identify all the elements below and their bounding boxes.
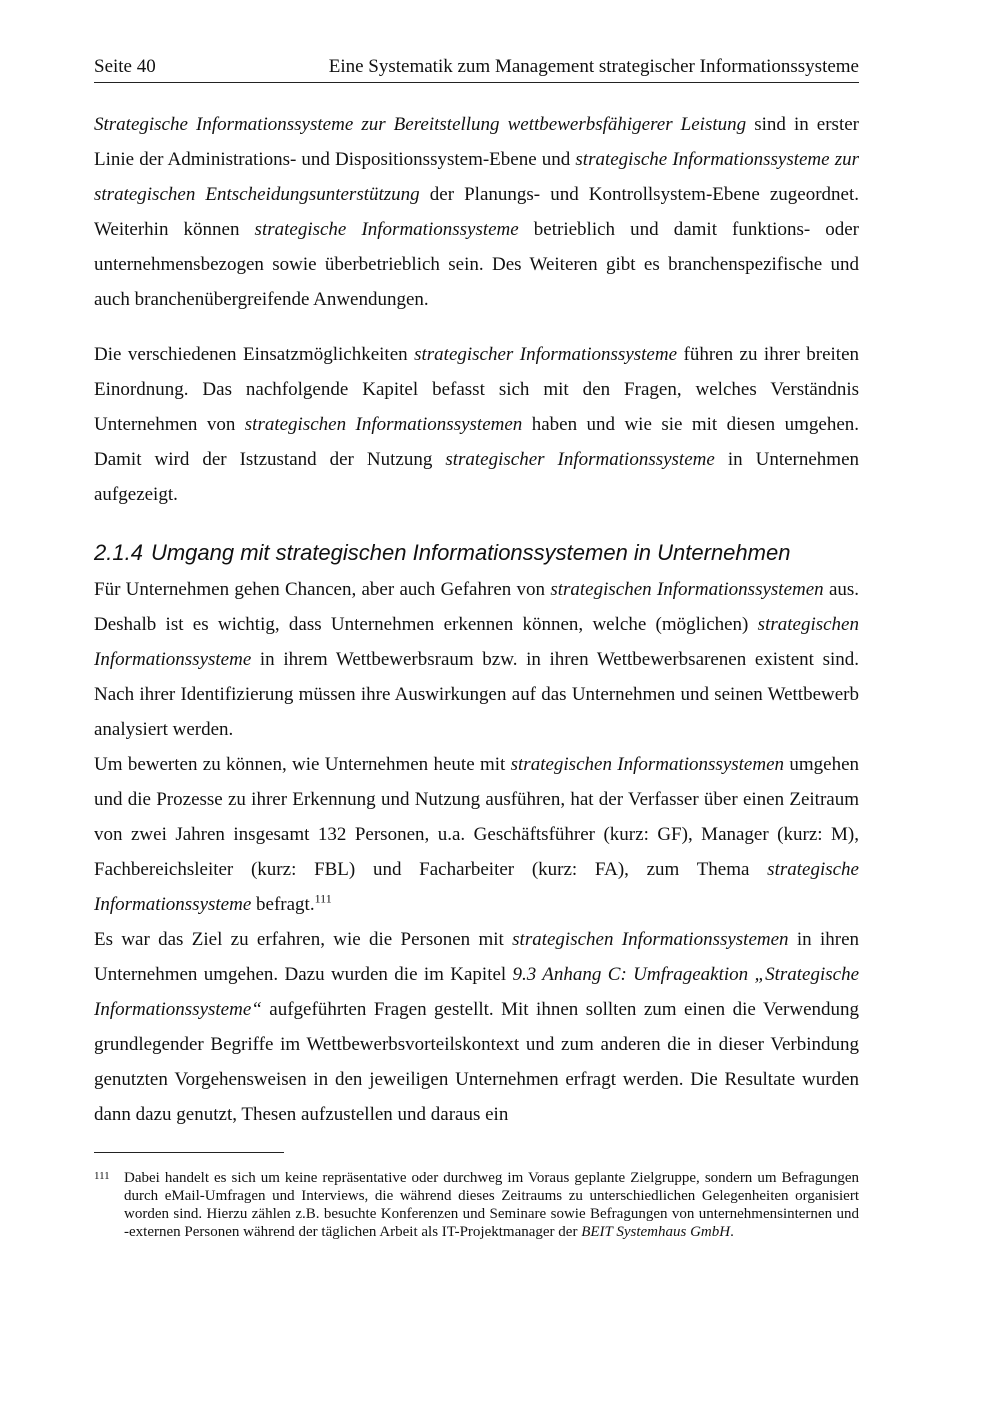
text-run: Für Unternehmen gehen Chancen, aber auch Gefahren von: [94, 579, 551, 600]
emphasis: BEIT Systemhaus GmbH: [581, 1224, 731, 1240]
emphasis: strategische Informationssysteme zur strategischen Entscheidungsunterstützung: [94, 149, 859, 205]
footnote: [94, 1169, 859, 1241]
cross-reference: 9.3 Anhang C: Umfrageaktion „Strategische Informationssysteme“: [94, 964, 860, 1020]
emphasis: strategischen Informationssystemen: [510, 754, 785, 775]
text-run: Um bewerten zu können, wie Unternehmen heute mit: [94, 754, 511, 775]
emphasis: strategische Informationssysteme: [94, 859, 859, 915]
page-number: Seite 40: [94, 56, 156, 77]
text-run: Dabei handelt es sich um keine repräsentative oder durchweg im Voraus geplante Zielgruppe, sondern um Befragungen durch eMail-Umfragen und Interviews, die während dieses Zeitraums zu unterschiedlichen Gelegenheiten organisiert worden sind. Hierzu zählen z.B. besuchte Konferenzen und Seminare sowie Befragungen von unternehmensinternen und -externen Personen während der täglichen Arbeit als IT-Projektmanager der: [124, 1170, 859, 1240]
emphasis: strategischen Informationssystemen: [244, 414, 523, 435]
emphasis: strategischen Informationssysteme: [94, 614, 859, 670]
text-run: führen zu ihrer breiten Einordnung. Das nachfolgende Kapitel befasst sich mit den Fragen, welches Verständnis Unternehmen von: [94, 344, 859, 435]
text-run: haben und wie sie mit diesen umgehen. Damit wird der Istzustand der Nutzung: [94, 414, 860, 470]
text-run: in Unternehmen aufgezeigt.: [94, 449, 860, 505]
text-run: sind in erster Linie der Administrations- und Dispositionssystem-Ebene und: [94, 114, 859, 170]
paragraph: [94, 922, 859, 1132]
text-run: in ihrem Wettbewerbsraum bzw. in ihren Wettbewerbsarenen existent sind. Nach ihrer Identifizierung müssen ihre Auswirkungen auf das Unternehmen und seinen Wettbewerb analysiert werden.: [94, 649, 859, 740]
section-title: Umgang mit strategischen Informationssystemen in Unternehmen: [150, 540, 791, 565]
document-page: [94, 56, 859, 1241]
text-run: Es war das Ziel zu erfahren, wie die Personen mit: [94, 929, 513, 950]
section-number: 2.1.4: [94, 540, 143, 565]
emphasis: strategischen Informationssystemen: [512, 929, 789, 950]
emphasis: Strategische Informationssysteme zur Bereitstellung wettbewerbsfähigerer Leistung: [94, 114, 747, 135]
text-run: aus. Deshalb ist es wichtig, dass Unternehmen erkennen können, welche (möglichen): [94, 579, 860, 635]
footnote-divider: [94, 1152, 284, 1153]
paragraph: [94, 747, 859, 922]
text-run: .: [730, 1224, 734, 1240]
emphasis: strategischen Informationssystemen: [550, 579, 824, 600]
text-run: Die verschiedenen Einsatzmöglichkeiten: [94, 344, 415, 365]
footnote-reference[interactable]: 111: [314, 891, 332, 906]
text-run: befragt.: [251, 894, 315, 915]
text-run: betrieblich und damit funktions- oder unternehmensbezogen sowie überbetrieblich sein. Des Weiteren gibt es branchenspezifische und auch branchenübergreifende Anwendungen.: [94, 219, 860, 310]
footnote-number: 111: [94, 1170, 110, 1182]
section-heading: [94, 538, 859, 568]
emphasis: strategische Informationssysteme: [254, 219, 519, 240]
emphasis: strategischer Informationssysteme: [445, 449, 715, 470]
paragraph: [94, 337, 859, 512]
footnote-text: [124, 1169, 859, 1241]
page-header: [94, 56, 859, 83]
text-run: umgehen und die Prozesse zu ihrer Erkennung und Nutzung ausführen, hat der Verfasser über einen Zeitraum von zwei Jahren insgesamt 132 Personen, u.a. Geschäftsführer (kurz: GF), Manager (kurz: M), Fachbereichsleiter (kurz: FBL) und Facharbeiter (kurz: FA), zum Thema: [94, 754, 859, 880]
paragraph: [94, 107, 859, 317]
paragraph: [94, 572, 859, 747]
text-run: in ihren Unternehmen umgehen. Dazu wurden die im Kapitel: [94, 929, 860, 985]
running-title: Eine Systematik zum Management strategischer Informationssysteme: [328, 56, 859, 77]
text-run: aufgeführten Fragen gestellt. Mit ihnen sollten zum einen die Verwendung grundlegender Begriffe im Wettbewerbsvorteilskontext und zum anderen die in dieser Verbindung genutzten Vorgehensweisen in den jeweiligen Unternehmen erfragt werden. Die Resultate wurden dann dazu genutzt, Thesen aufzustellen und daraus ein: [94, 999, 859, 1125]
emphasis: strategischer Informationssysteme: [414, 344, 678, 365]
text-run: der Planungs- und Kontrollsystem-Ebene zugeordnet. Weiterhin können: [94, 184, 859, 240]
